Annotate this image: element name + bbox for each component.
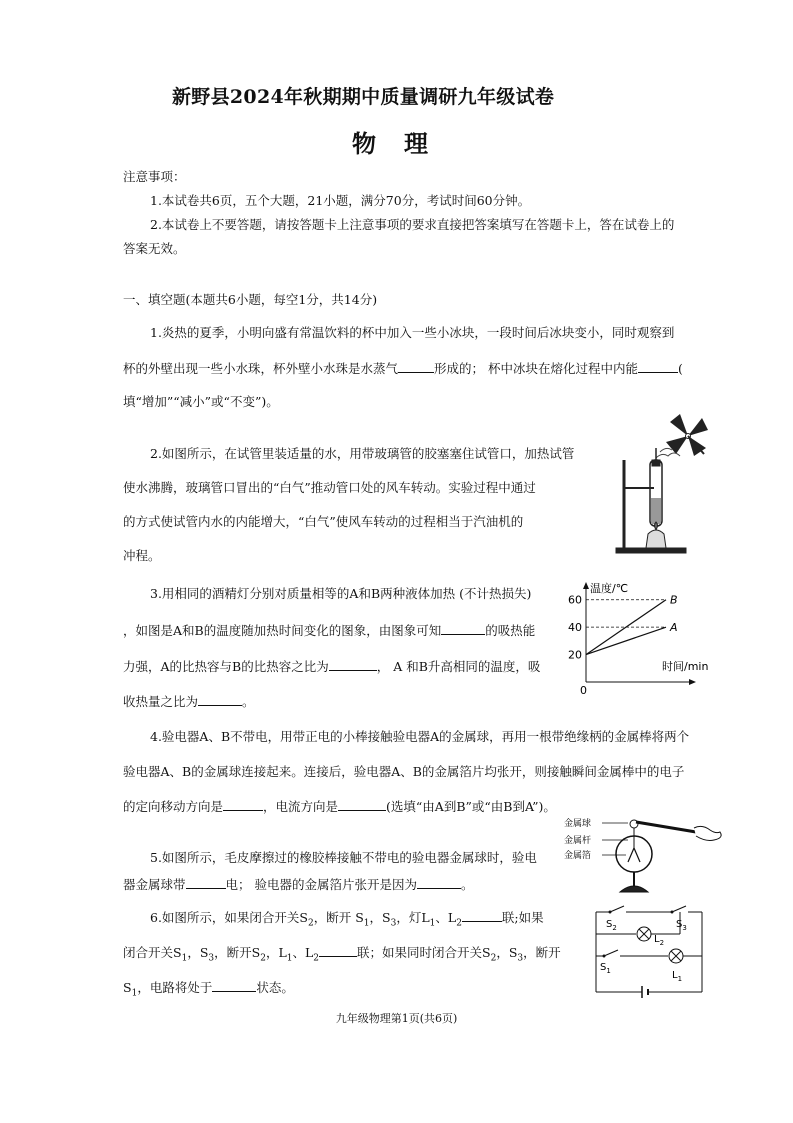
q4-text-a: 的定向移动方向是 xyxy=(123,799,224,814)
switch-s1-icon xyxy=(604,950,618,956)
q6-text-q: 状态。 xyxy=(256,980,294,995)
notice-item-2a: 2.本试卷上不要答题，请按答题卡上注意事项的要求直接把答案填写在答题卡上，答在试卷上的 xyxy=(150,217,675,232)
q3-blank-2[interactable] xyxy=(329,658,377,671)
q6-sub: 2 xyxy=(308,918,314,929)
q3-line-4 xyxy=(123,692,255,710)
q6-line-3 xyxy=(123,978,294,999)
q6-blank-2[interactable] xyxy=(319,944,357,957)
switch-s3-icon xyxy=(672,906,686,912)
q1-text-a: 杯的外壁出现一些小水珠，杯外壁小水珠是水蒸气 xyxy=(123,361,399,376)
series-label-A: A xyxy=(670,621,678,635)
q3-blank-1[interactable] xyxy=(441,622,485,635)
q6-line-2 xyxy=(123,943,561,964)
origin-label: 0 xyxy=(580,684,587,697)
subject-title: 物理 xyxy=(352,129,456,158)
q6-text-c: ，S xyxy=(369,910,391,925)
q6-sub: 2 xyxy=(456,918,462,929)
q6-text-h: ，S xyxy=(187,945,209,960)
figure-test-tube-pinwheel xyxy=(612,408,724,558)
label-s3: $S_3$ xyxy=(676,919,687,932)
q1-blank-2[interactable] xyxy=(638,360,678,373)
figure-circuit xyxy=(584,904,712,1000)
page-footer: 九年级物理第1页(共6页) xyxy=(335,1012,458,1025)
q6-text-e: 、L xyxy=(435,910,457,925)
x-axis-label: 时间/min xyxy=(662,660,709,673)
q2-line-2: 使水沸腾，玻璃管口冒出的“白气”推动管口处的风车转动。实验过程中通过 xyxy=(123,480,536,495)
series-label-B: B xyxy=(670,593,678,607)
q6-sub: 1 xyxy=(181,953,188,964)
q3-text-d: ， A 和B升高相同的温度，吸 xyxy=(376,659,541,674)
q6-text-f: 联;如果 xyxy=(501,910,544,925)
switch-s2-icon xyxy=(610,906,624,912)
q6-sub: 3 xyxy=(517,953,524,964)
q6-sub: 2 xyxy=(490,953,497,964)
q6-text-o: S xyxy=(123,980,132,995)
label-metal-ball: 金属球 xyxy=(564,819,592,829)
q5-line-2 xyxy=(123,875,474,893)
figure-electroscope xyxy=(562,812,730,896)
q3-text-e: 收热量之比为 xyxy=(123,694,199,709)
q6-text-d: ，灯L xyxy=(396,910,430,925)
q5-text-b: 电； 验电器的金属箔片张开是因为 xyxy=(225,877,417,892)
q6-sub: 1 xyxy=(131,988,138,999)
q3-line-2 xyxy=(123,621,535,639)
y-tick-label: 40 xyxy=(568,621,582,635)
q1-text-b: 形成的； 杯中冰块在熔化过程中内能 xyxy=(434,361,638,376)
q6-text-i: ，断开S xyxy=(214,945,261,960)
q6-text-j: ，L xyxy=(265,945,287,960)
q2-line-1: 2.如图所示，在试管里装适量的水，用带玻璃管的胶塞塞住试管口，加热试管 xyxy=(150,446,575,461)
q4-line-2: 验电器A、B的金属球连接起来。连接后，验电器A、B的金属箔片均张开，则接触瞬间金属棒中的电子 xyxy=(123,764,685,779)
q4-blank-1[interactable] xyxy=(223,798,263,811)
q6-text-m: ，S xyxy=(496,945,518,960)
q6-text-n: ，断开 xyxy=(523,945,561,960)
q3-line-1: 3.用相同的酒精灯分别对质量相等的A和B两种液体加热 (不计热损失) xyxy=(150,586,532,601)
q3-text-b: 的吸热能 xyxy=(485,623,536,638)
q6-text-p: ，电路将处于 xyxy=(137,980,213,995)
q6-sub: 1 xyxy=(363,918,370,929)
notice-item-1: 1.本试卷共6页，五个大题，21小题，满分70分，考试时间60分钟。 xyxy=(150,193,531,208)
q3-blank-3[interactable] xyxy=(198,693,242,706)
label-metal-foil: 金属箔 xyxy=(564,851,592,861)
q4-text-c: (选填“由A到B”或“由B到A”)。 xyxy=(386,799,556,814)
q6-text-b: ，断开 S xyxy=(313,910,364,925)
q1-line-3: 填“增加”“减小”或“不变”)。 xyxy=(123,394,279,409)
label-metal-rod: 金属杆 xyxy=(564,836,592,846)
q5-line-1: 5.如图所示，毛皮摩擦过的橡胶棒接触不带电的验电器金属球时，验电 xyxy=(150,850,537,865)
q2-line-3: 的方式使试管内水的内能增大，“白气”使风车转动的过程相当于汽油机的 xyxy=(123,514,524,529)
q3-text-c: 力强，A的比热容与B的比热容之比为 xyxy=(123,659,329,674)
label-l1: $L_1$ xyxy=(672,970,683,983)
section-heading: 一、填空题(本题共6小题，每空1分，共14分) xyxy=(123,292,378,307)
q6-text-a: 6.如图所示，如果闭合开关S xyxy=(150,910,308,925)
q3-text-a: ，如图是A和B的温度随加热时间变化的图象，由图象可知 xyxy=(123,623,442,638)
y-tick-label: 20 xyxy=(568,648,582,662)
q4-text-b: ，电流方向是 xyxy=(263,799,339,814)
q6-text-k: 、L xyxy=(292,945,314,960)
q5-blank-1[interactable] xyxy=(186,876,226,889)
q6-sub: 2 xyxy=(313,953,320,964)
q6-sub: 3 xyxy=(208,953,215,964)
q1-blank-1[interactable] xyxy=(398,360,434,373)
q6-text-l: 联；如果同时闭合开关S xyxy=(357,945,491,960)
q4-line-1: 4.验电器A、B不带电，用带正电的小棒接触验电器A的金属球，再用一根带绝缘柄的金属棒将两个 xyxy=(150,729,690,744)
y-axis-arrow-icon xyxy=(583,582,589,589)
label-s1: $S_1$ xyxy=(600,962,611,975)
q6-sub: 1 xyxy=(286,953,293,964)
q6-blank-3[interactable] xyxy=(212,979,256,992)
q6-blank-1[interactable] xyxy=(462,909,502,922)
q6-sub: 3 xyxy=(390,918,397,929)
q1-text-c: ( xyxy=(678,361,683,376)
temperature-time-chart xyxy=(556,572,716,698)
label-l2: $L_2$ xyxy=(654,934,665,947)
exam-title: 新野县2024年秋期期中质量调研九年级试卷 xyxy=(172,86,555,108)
q4-blank-2[interactable] xyxy=(338,798,386,811)
q3-line-3 xyxy=(123,657,540,675)
q5-text-a: 器金属球带 xyxy=(123,877,186,892)
q2-line-4: 冲程。 xyxy=(123,548,161,563)
q6-text-g: 闭合开关S xyxy=(123,945,182,960)
q6-line-1 xyxy=(150,908,544,929)
y-tick-label: 60 xyxy=(568,593,582,607)
q5-blank-2[interactable] xyxy=(417,876,461,889)
rubber-rod-icon xyxy=(636,822,721,841)
electroscope-icon xyxy=(616,820,652,892)
y-axis-label: 温度/℃ xyxy=(590,582,629,595)
x-axis-arrow-icon xyxy=(689,679,696,685)
notice-heading: 注意事项： xyxy=(123,169,186,184)
q4-line-3 xyxy=(123,797,556,815)
pinwheel-icon xyxy=(666,414,708,456)
notice-item-2b: 答案无效。 xyxy=(123,241,186,256)
q6-sub: 1 xyxy=(429,918,436,929)
q6-sub: 2 xyxy=(260,953,266,964)
q1-line-2 xyxy=(123,359,683,377)
series-line-A xyxy=(586,627,666,654)
q3-text-f: 。 xyxy=(242,694,255,709)
label-s2: $S_2$ xyxy=(606,919,617,932)
stand-icon xyxy=(616,448,686,553)
q5-text-c: 。 xyxy=(461,877,474,892)
q1-line-1: 1.炎热的夏季，小明向盛有常温饮料的杯中加入一些小冰块，一段时间后冰块变小，同时观察到 xyxy=(150,325,675,340)
